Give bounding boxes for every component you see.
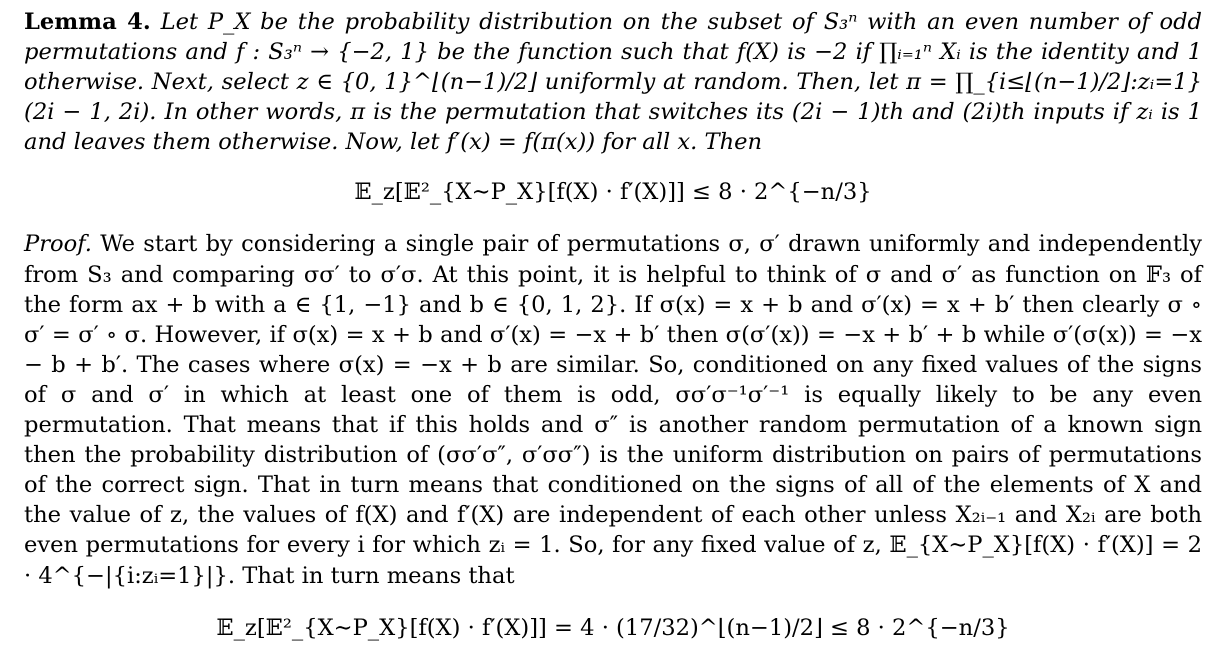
proof-label: Proof. — [24, 231, 92, 258]
proof-paragraph — [24, 229, 1202, 590]
lemma-label: Lemma 4. — [24, 9, 151, 35]
lemma-equation: 𝔼_z[𝔼²_{X∼P_X}[f(X) · f′(X)]] ≤ 8 · 2^{−n/3} — [354, 179, 872, 206]
lemma-paragraph — [24, 0, 1202, 157]
proof-body: We start by considering a single pair of permutations σ, σ′ drawn uniformly and independently from S₃ and comparing σσ′ to σ′σ. At this point, it is helpful to think of σ and σ′ as function on 𝔽₃ of the form ax + b with a ∈ {1, −1} and b ∈ {0, 1, 2}. If σ(x) = x + b and σ′(x) = x + b′ then clearly σ ∘ σ′ = σ′ ∘ σ. However, if σ(x) = x + b and σ′(x) = −x + b′ then σ(σ′(x)) = −x + b′ + b while σ′(σ(x)) = −x − b + b′. The cases where σ(x) = −x + b are similar. So, conditioned on any fixed values of the signs of σ and σ′ in which at least one of them is odd, σσ′σ⁻¹σ′⁻¹ is equally likely to be any even permutation. That means that if this holds and σ″ is another random permutation of a known sign then the probability distribution of (σσ′σ″, σ′σσ″) is the uniform distribution on pairs of permutations of the correct sign. That in turn means that conditioned on the signs of all of the elements of X and the value of z, the values of f(X) and f′(X) are independent of each other unless X₂ᵢ₋₁ and X₂ᵢ are both even permutations for every i for which zᵢ = 1. So, for any fixed value of z, 𝔼_{X∼P_X}[f(X) · f′(X)] = 2 · 4^{−|{i:zᵢ=1}|}. That in turn means that — [24, 231, 1202, 589]
lemma-statement: Let P_X be the probability distribution on the subset of S₃ⁿ with an even number of odd permutations and f : S₃ⁿ → {−2, 1} be the function such that f(X) is −2 if ∏ᵢ₌₁ⁿ Xᵢ is the identity and 1 otherwise. Next, select z ∈ {0, 1}^⌊(n−1)/2⌋ uniformly at random. Then, let π = ∏_{i≤⌊(n−1)/2⌋:zᵢ=1} (2i − 1, 2i). In other words, π is the permutation that switches its (2i − 1)th and (2i)th inputs if zᵢ is 1 and leaves them otherwise. Now, let f′(x) = f(π(x)) for all x. Then — [24, 9, 1203, 156]
proof-equation: 𝔼_z[𝔼²_{X∼P_X}[f(X) · f′(X)]] = 4 · (17/32)^⌊(n−1)/2⌋ ≤ 8 · 2^{−n/3} — [216, 614, 1010, 641]
